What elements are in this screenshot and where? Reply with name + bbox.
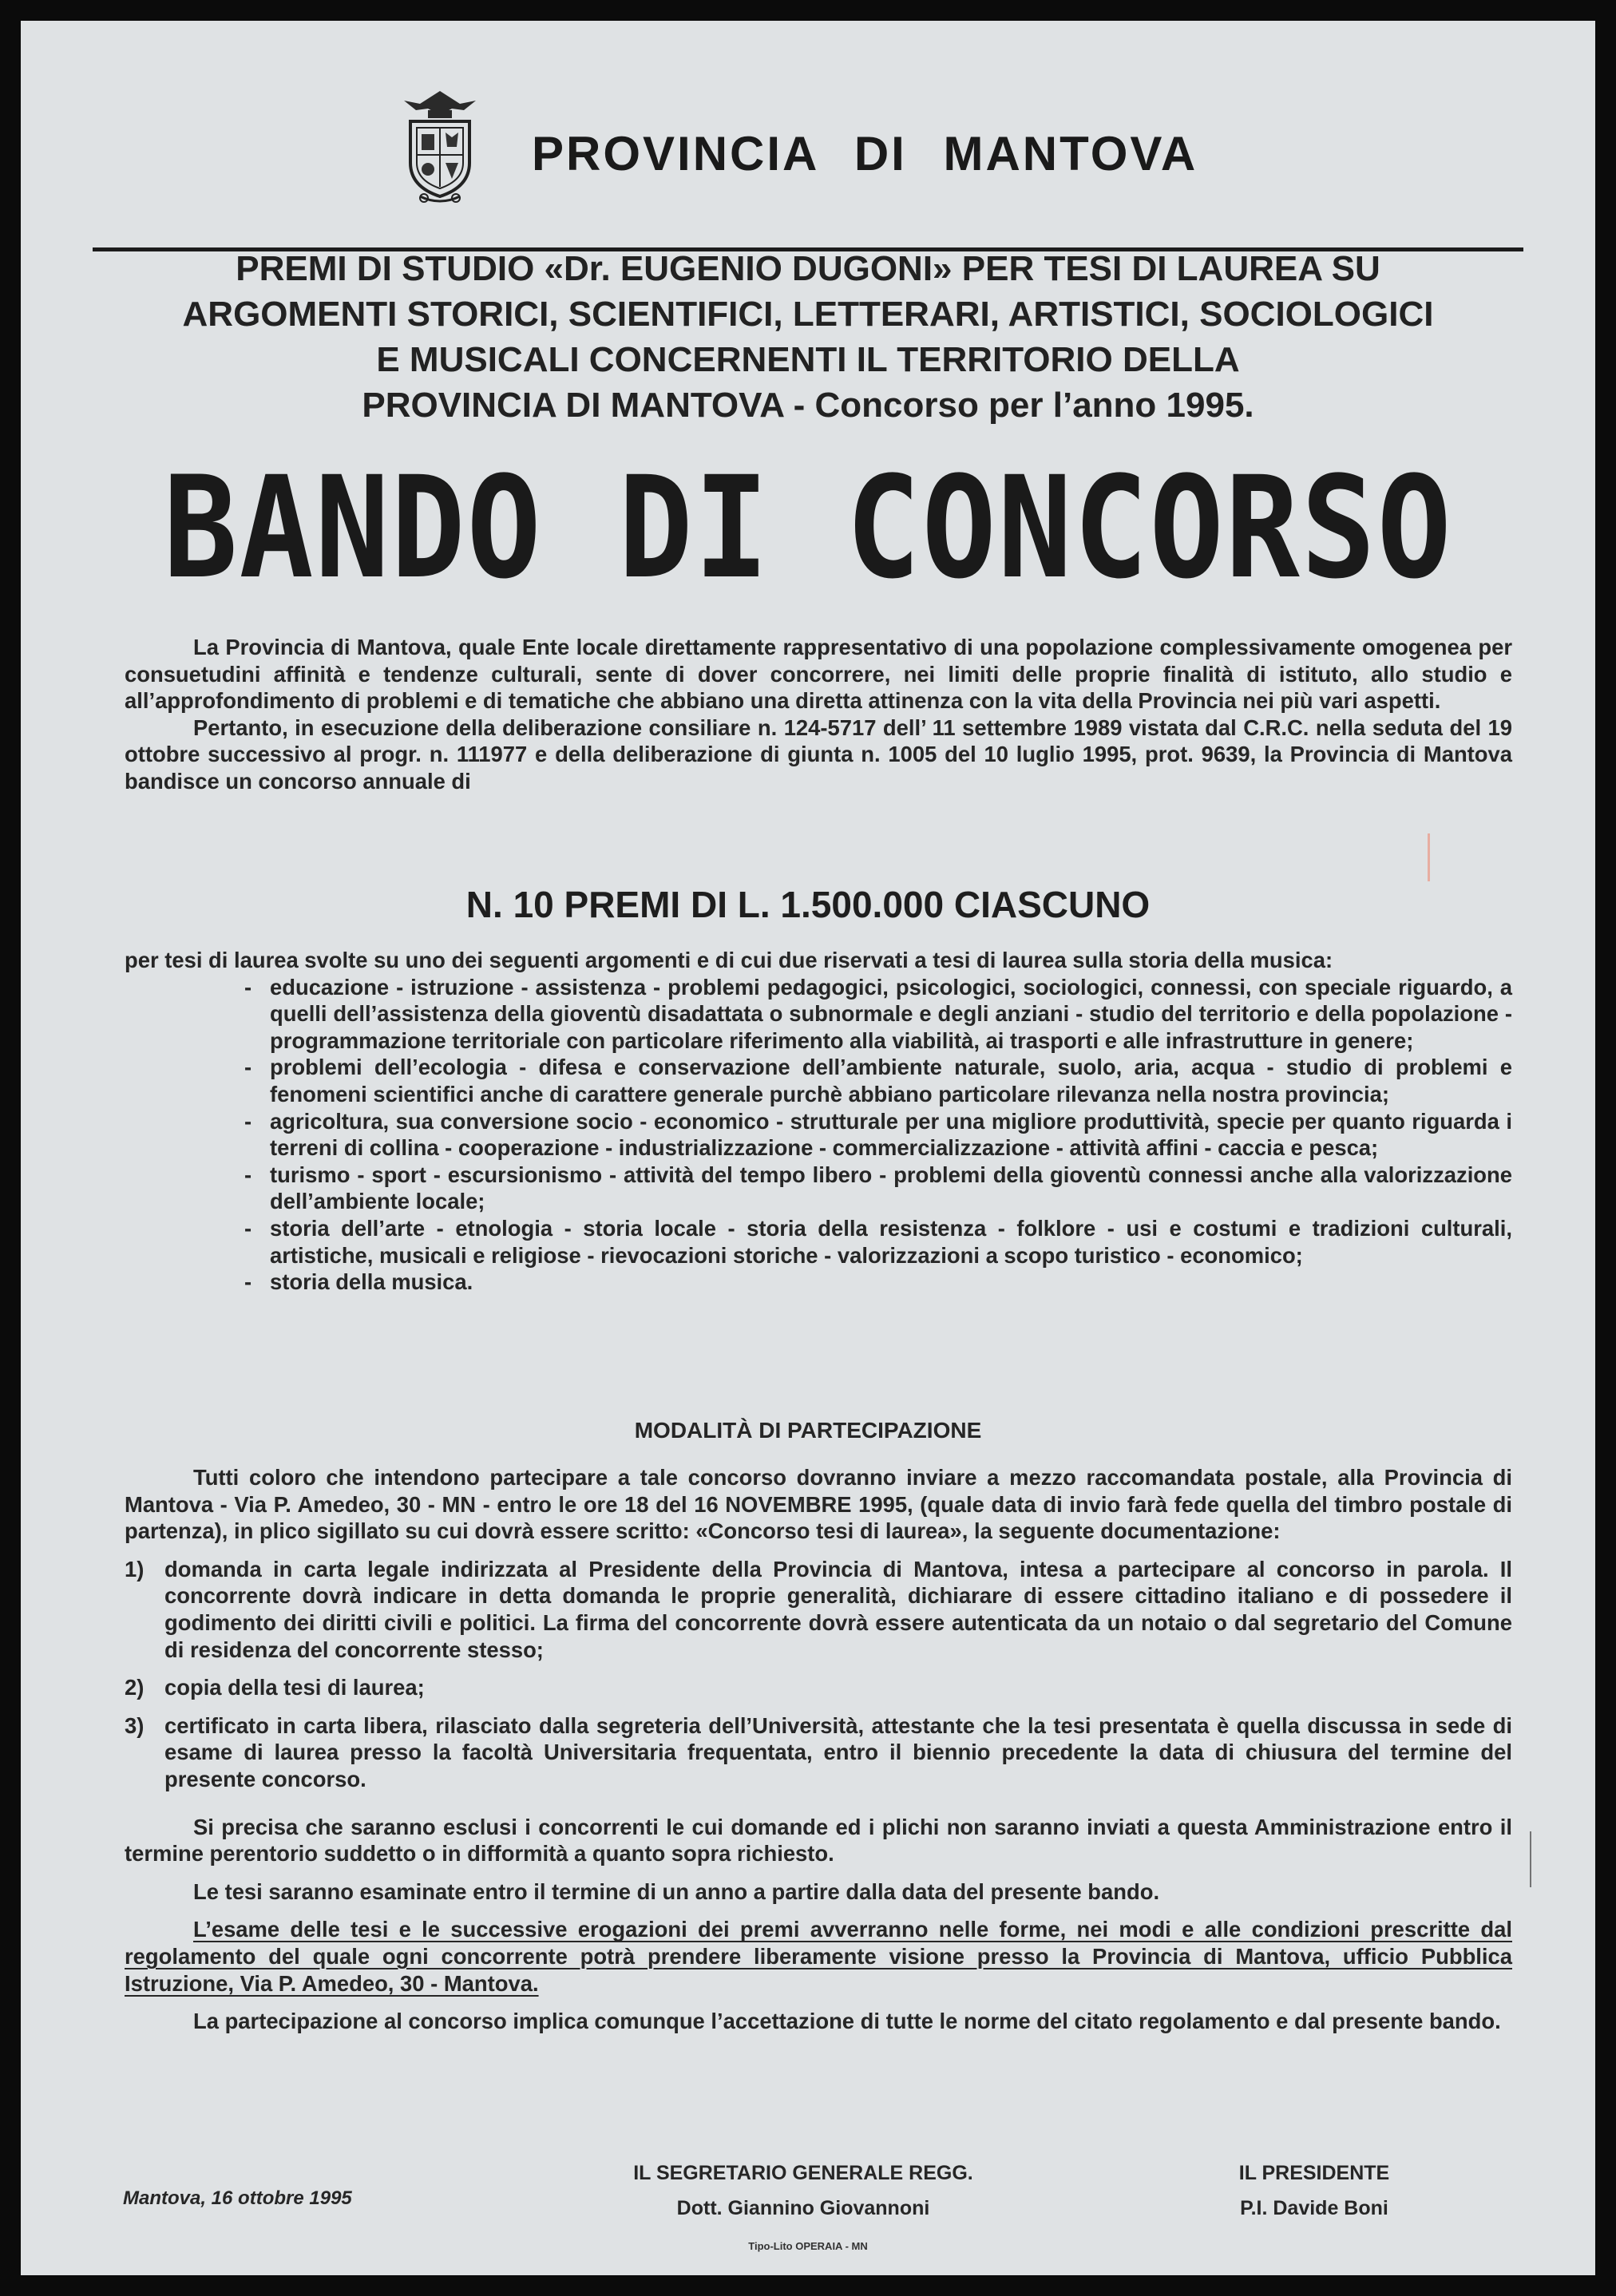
list-item: - storia della musica. — [236, 1269, 1512, 1296]
title-line: E MUSICALI CONCERNENTI IL TERRITORIO DELLA — [376, 340, 1240, 379]
list-item: - educazione - istruzione - assistenza - problemi pedagogici, psicologici, sociologici, connessi, con speciale riguardo, a quelli dell’assistenza della gioventù disadattata o subnormale e degli anziani - studio del territorio e della popolazione - programmazione territoriale con particolare riferimento alla viabilità, ai trasporti e alle infrastrutture in genere; — [236, 974, 1512, 1055]
president-signature-block — [1210, 2155, 1418, 2226]
province-name: PROVINCIA DI MANTOVA — [532, 127, 1198, 180]
intro-paragraph: La Provincia di Mantova, quale Ente locale direttamente rappresentativo di una popolazione complessivamente omogenea per consuetudini affinità e tendenze culturali, sente di dover concorrere, nei limiti delle proprie finalità di istituto, allo studio e all’approfondimento di problemi e di tematiche che abbiano una diretta attinenza con la vita della Provincia nei più vari aspetti. — [125, 635, 1512, 714]
list-item: - turismo - sport - escursionismo - attività del tempo libero - problemi della gioventù connessi anche alla valorizzazione dell’ambiente locale; — [236, 1162, 1512, 1215]
participation-section — [125, 1464, 1512, 2046]
printer-credit: Tipo-Lito OPERAIA - MN — [748, 2240, 868, 2252]
numbered-item — [125, 1674, 1512, 1701]
title-line: PROVINCIA DI MANTOVA - Concorso per l’anno 1995. — [362, 386, 1254, 425]
list-item: - agricoltura, sua conversione socio - economico - strutturale per una migliore produttività, specie per quanto riguarda i terreni di collina - cooperazione - industrializzazione - commercializzazione - attività affini - caccia e pesca; — [236, 1108, 1512, 1162]
president-name: P.I. Davide Boni — [1240, 2197, 1388, 2219]
secretary-title: IL SEGRETARIO GENERALE REGG. — [633, 2162, 973, 2184]
topics-section — [125, 947, 1512, 1296]
participation-intro: Tutti coloro che intendono partecipare a tale concorso dovranno inviare a mezzo raccomandata postale, alla Provincia di Mantova - Via P. Amedeo, 30 - MN - entro le ore 18 del 16 NOVEMBRE 1995, (quale data di invio farà fede quella del timbro postale di partenza), in plico sigillato su cui dovrà essere scritto: «Concorso tesi di laurea», la seguente documentazione: — [125, 1465, 1512, 1544]
header — [21, 69, 1595, 220]
acceptance-paragraph: La partecipazione al concorso implica comunque l’accettazione di tutte le norme del citato regolamento e dal presente bando. — [193, 2009, 1501, 2034]
list-item: - problemi dell’ecologia - difesa e conservazione dell’ambiente naturale, suolo, aria, acqua - studio di problemi e fenomeni scientifici anche di carattere generale purchè abbiano particolare rilevanza nella nostra provincia; — [236, 1054, 1512, 1107]
intro-paragraph: Pertanto, in esecuzione della deliberazione consiliare n. 124-5717 dell’ 11 settembre 1989 vistata dal C.R.C. nella seduta del 19 ottobre successivo al progr. n. 111977 e della deliberazione di giunta n. 1005 del 10 luglio 1995, prot. 9639, la Provincia di Mantova bandisce un concorso annuale di — [125, 715, 1512, 794]
ink-mark — [1428, 833, 1430, 881]
section-title: MODALITÀ DI PARTECIPAZIONE — [634, 1418, 982, 1443]
title-line: PREMI DI STUDIO «Dr. EUGENIO DUGONI» PER TESI DI LAUREA SU — [236, 249, 1380, 288]
secretary-name: Dott. Giannino Giovannoni — [676, 2197, 930, 2219]
headline: BANDO DI CONCORSO — [163, 446, 1453, 610]
item-number: 2) — [125, 1675, 145, 1700]
item-text: copia della tesi di laurea; — [164, 1675, 425, 1700]
prize-heading: N. 10 PREMI DI L. 1.500.000 CIASCUNO — [465, 884, 1151, 925]
intro-text — [125, 634, 1512, 795]
exclusion-paragraph: Si precisa che saranno esclusi i concorrenti le cui domande ed i plichi non saranno inviati a questa Amministrazione entro il termine perentorio suddetto o in difformità a quanto sopra richiesto. — [125, 1814, 1512, 1866]
title-line: ARGOMENTI STORICI, SCIENTIFICI, LETTERARI, ARTISTICI, SOCIOLOGICI — [182, 295, 1434, 334]
margin-mark — [1530, 1831, 1531, 1887]
secretary-signature-block — [612, 2155, 995, 2226]
coat-of-arms-icon — [396, 86, 484, 206]
list-item: - storia dell’arte - etnologia - storia locale - storia della resistenza - folklore - usi e costumi e tradizioni culturali, artistiche, musicali e religiose - rievocazioni storiche - valorizzazioni a scopo turistico - economico; — [236, 1215, 1512, 1269]
issue-date: Mantova, 16 ottobre 1995 — [123, 2187, 352, 2209]
numbered-item — [125, 1712, 1512, 1793]
poster-sheet — [21, 21, 1595, 2275]
exam-paragraph: Le tesi saranno esaminate entro il termine di un anno a partire dalla data del presente bando. — [193, 1878, 1160, 1904]
topics-list — [125, 974, 1512, 1296]
competition-title — [69, 246, 1547, 428]
item-number: 3) — [125, 1712, 145, 1738]
item-text: certificato in carta libera, rilasciato dalla segreteria dell’Università, attestante che la tesi presentata è quella discussa in sede di esame di laurea presso la facoltà Universitaria frequentata, entro il biennio precedente la data di chiusura del termine del presente concorso. — [164, 1712, 1512, 1791]
rules-paragraph-wrap — [125, 1916, 1512, 1997]
item-text: domanda in carta legale indirizzata al Presidente della Provincia di Mantova, intesa a partecipare al concorso in parola. Il concorrente dovrà indicare in detta domanda le proprie generalità, dichiarare di essere cittadino italiano e di possedere il godimento dei diritti civili e politici. La firma del concorrente dovrà essere autenticata da un notaio o dal segretario del Comune di residenza del concorrente stesso; — [164, 1556, 1512, 1662]
rules-paragraph: L’esame delle tesi e le successive erogazioni dei premi avverranno nelle forme, nei modi e alle condizioni prescritte dal regolamento del quale ogni concorrente potrà prendere liberamente visione presso la Provincia di Mantova, ufficio Pubblica Istruzione, Via P. Amedeo, 30 - Mantova. — [125, 1917, 1512, 1996]
president-title: IL PRESIDENTE — [1238, 2162, 1390, 2184]
topics-lead: per tesi di laurea svolte su uno dei seguenti argomenti e di cui due riservati a tesi di laurea sulla storia della musica: — [125, 948, 1333, 972]
numbered-item — [125, 1556, 1512, 1663]
item-number: 1) — [125, 1556, 145, 1581]
